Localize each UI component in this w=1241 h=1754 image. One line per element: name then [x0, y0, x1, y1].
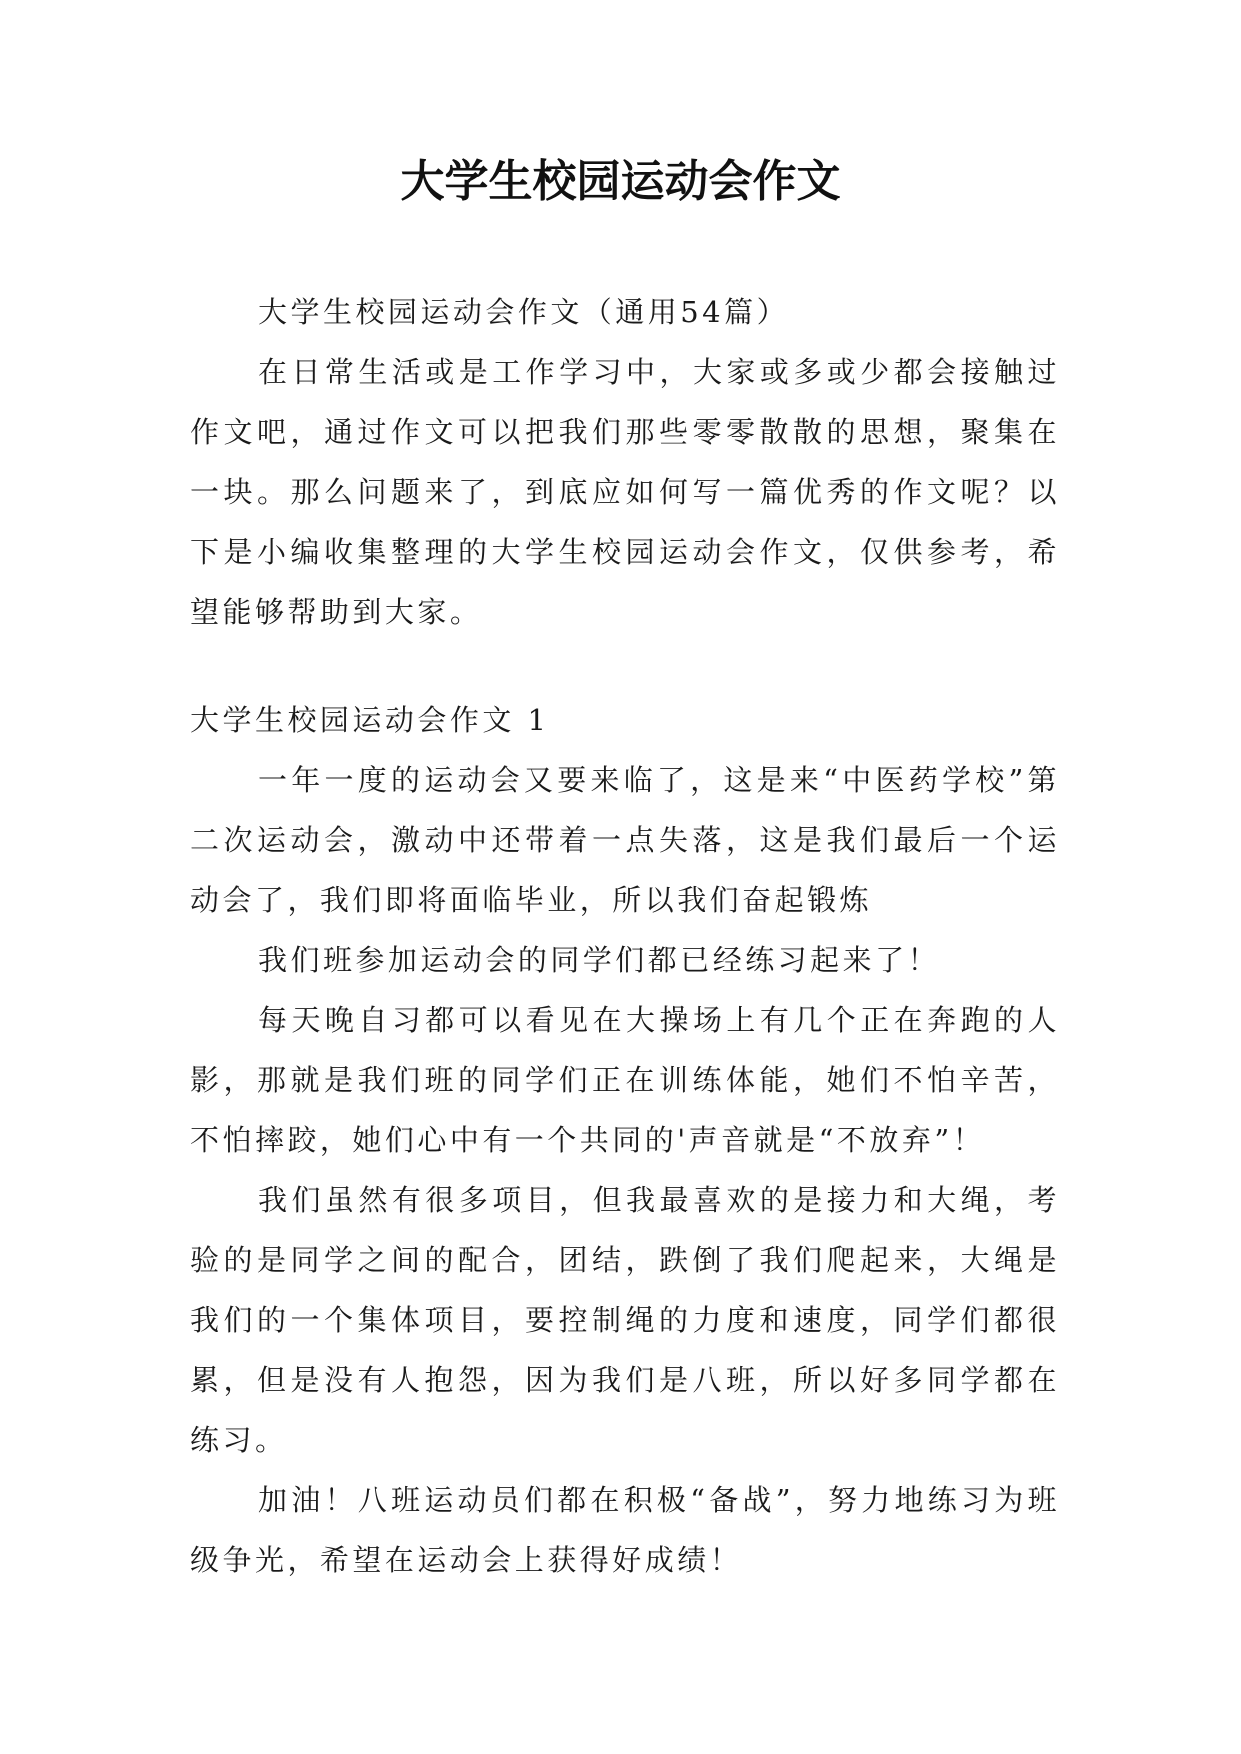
intro-paragraph: 在日常生活或是工作学习中，大家或多或少都会接触过作文吧，通过作文可以把我们那些零零散散的思想，聚集在一块。那么问题来了，到底应如何写一篇优秀的作文呢？以下是小编收集整理的大学生校园运动会作文，仅供参考，希望能够帮助到大家。: [190, 355, 1060, 629]
body-paragraph-2: 我们班参加运动会的同学们都已经练习起来了！: [258, 943, 941, 977]
section-spacer: [190, 642, 1060, 690]
document-title: 大学生校园运动会作文: [400, 156, 841, 207]
body-paragraph-3: 每天晚自习都可以看见在大操场上有几个正在奔跑的人影，那就是我们班的同学们正在训练体能，她们不怕辛苦，不怕摔跤，她们心中有一个共同的'声音就是“不放弃”！: [190, 1003, 1060, 1157]
document-subtitle: 大学生校园运动会作文（通用54篇）: [258, 295, 790, 329]
body-paragraph-1: 一年一度的运动会又要来临了，这是来“中医药学校”第二次运动会，激动中还带着一点失落，这是我们最后一个运动会了，我们即将面临毕业，所以我们奋起锻炼: [190, 763, 1060, 917]
section-heading: 大学生校园运动会作文 1: [190, 703, 550, 737]
document-body: [190, 282, 1060, 1590]
body-paragraph-5: 加油！八班运动员们都在积极“备战”，努力地练习为班级争光，希望在运动会上获得好成绩！: [190, 1483, 1060, 1577]
body-paragraph-4: 我们虽然有很多项目，但我最喜欢的是接力和大绳，考验的是同学之间的配合，团结，跌倒了我们爬起来，大绳是我们的一个集体项目，要控制绳的力度和速度，同学们都很累，但是没有人抱怨，因为我们是八班，所以好多同学都在练习。: [190, 1183, 1060, 1457]
